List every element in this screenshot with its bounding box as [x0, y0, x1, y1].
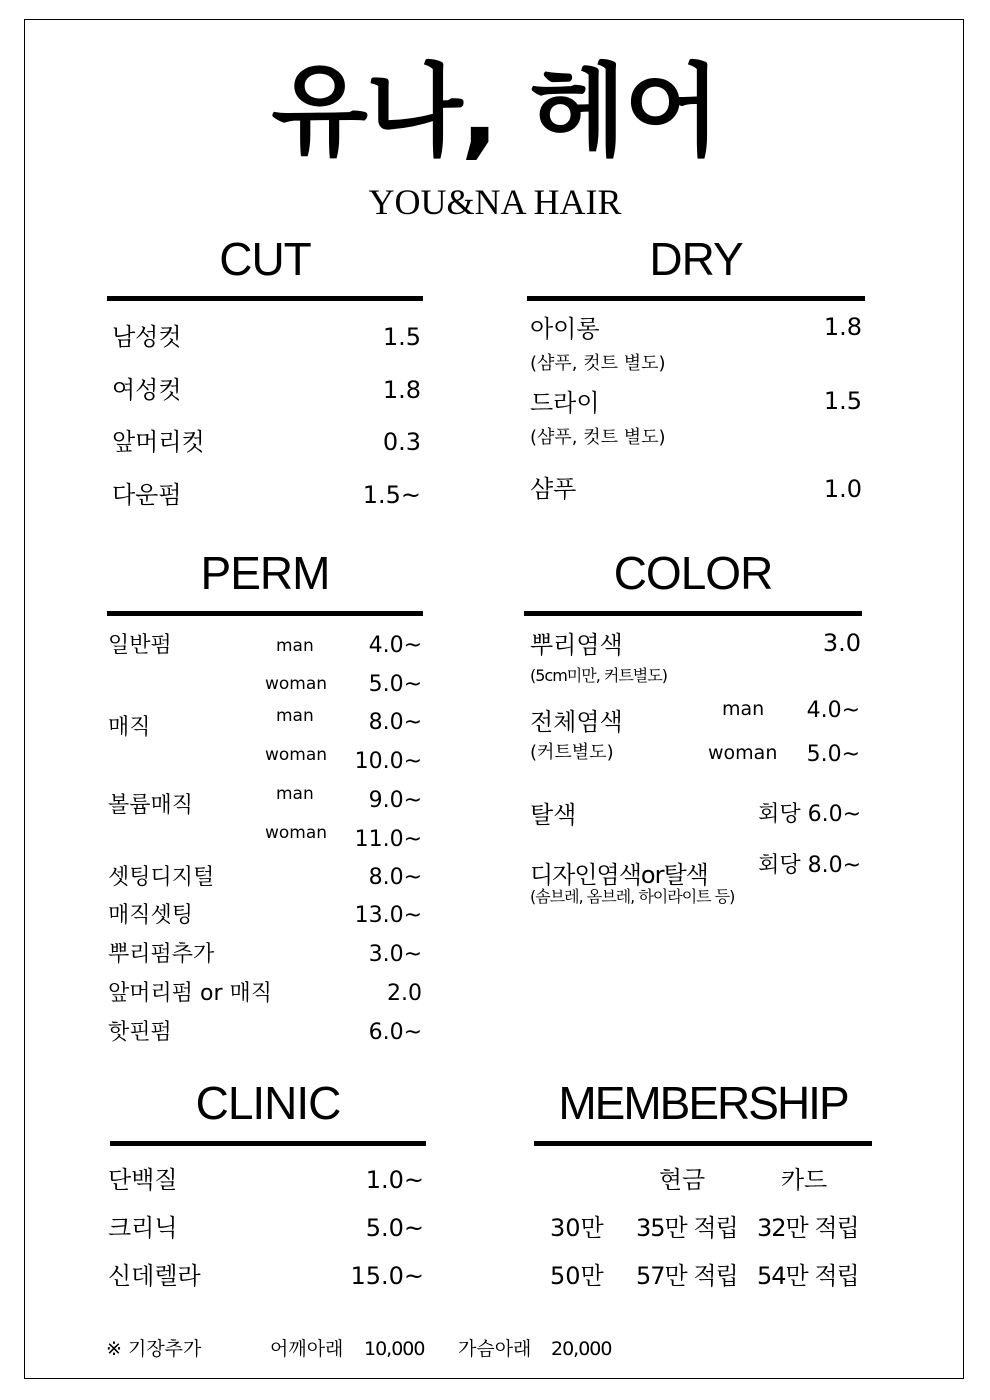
dry-item-name: 드라이: [530, 389, 600, 417]
membership-card-header: 카드: [780, 1166, 828, 1194]
dry-item-name: 샴푸: [530, 475, 577, 503]
perm-section-title: PERM: [200, 547, 330, 599]
perm-item-name: 매직: [108, 715, 151, 740]
membership-cash-value: 57만 적립: [636, 1262, 738, 1290]
perm-item-name: 볼륨매직: [108, 793, 194, 818]
footer-length-note: ※ 기장추가: [106, 1338, 202, 1360]
color-item-name: 뿌리염색: [530, 631, 623, 659]
perm-item-name: 핫핀펌: [108, 1020, 172, 1045]
footer-chest-price: 20,000: [551, 1338, 612, 1360]
perm-item-price: 8.0~: [368, 865, 422, 890]
cut-divider: [107, 296, 423, 301]
perm-woman-label: woman: [265, 745, 328, 765]
footer-shoulder-price: 10,000: [364, 1338, 425, 1360]
cut-section-title: CUT: [219, 233, 311, 285]
clinic-item-name: 단백질: [108, 1166, 178, 1194]
cut-item-price: 0.3: [382, 428, 421, 456]
dry-item-price: 1.8: [823, 313, 862, 341]
dry-item-name: 아이롱: [530, 315, 600, 343]
membership-cash-value: 35만 적립: [636, 1214, 738, 1242]
shop-subtitle: YOU&NA HAIR: [368, 182, 622, 222]
color-item-note: (5cm미만, 커트별도): [530, 666, 667, 685]
dry-item-price: 1.0: [823, 475, 862, 503]
cut-item-price: 1.5: [382, 323, 421, 351]
clinic-item-price: 1.0~: [365, 1166, 424, 1194]
perm-woman-label: woman: [265, 823, 328, 843]
cut-item-price: 1.8: [382, 376, 421, 404]
clinic-item-price: 5.0~: [365, 1214, 424, 1242]
perm-man-price: 8.0~: [368, 710, 422, 735]
clinic-section-title: CLINIC: [195, 1077, 341, 1129]
clinic-item-price: 15.0~: [350, 1262, 424, 1290]
membership-card-value: 54만 적립: [757, 1262, 859, 1290]
color-man-label: man: [722, 698, 765, 720]
color-item-price: 회당 8.0~: [758, 853, 861, 878]
clinic-divider: [110, 1141, 426, 1146]
perm-item-price: 3.0~: [368, 942, 422, 967]
color-item-price: 3.0: [822, 629, 861, 657]
color-item-name: 탈색: [530, 801, 577, 829]
clinic-item-name: 크리닉: [108, 1214, 178, 1242]
cut-item-name: 다운펌: [112, 481, 182, 509]
perm-man-price: 9.0~: [368, 788, 422, 813]
perm-woman-price: 5.0~: [368, 672, 422, 697]
perm-man-label: man: [276, 636, 314, 656]
cut-item-name: 여성컷: [112, 376, 182, 404]
perm-man-label: man: [276, 784, 314, 804]
dry-section-title: DRY: [649, 233, 743, 285]
cut-item-name: 앞머리컷: [112, 428, 205, 456]
perm-item-name: 일반펌: [108, 633, 172, 658]
color-divider: [524, 611, 862, 616]
cut-item-name: 남성컷: [112, 323, 182, 351]
membership-divider: [534, 1141, 872, 1146]
perm-divider: [107, 611, 423, 616]
perm-woman-label: woman: [265, 674, 328, 694]
cut-item-price: 1.5~: [362, 481, 421, 509]
perm-item-name: 앞머리펌 or 매직: [108, 981, 273, 1006]
membership-cash-header: 현금: [658, 1166, 706, 1194]
membership-amount: 30만: [550, 1214, 604, 1242]
color-item-note: (솜브레, 옴브레, 하이라이트 등): [530, 887, 735, 906]
perm-woman-price: 11.0~: [354, 827, 422, 852]
perm-item-price: 13.0~: [354, 903, 422, 928]
perm-man-label: man: [276, 706, 314, 726]
perm-item-price: 6.0~: [368, 1020, 422, 1045]
dry-item-price: 1.5: [823, 387, 862, 415]
dry-item-note: (샴푸, 컷트 별도): [530, 427, 666, 448]
clinic-item-name: 신데렐라: [108, 1262, 201, 1290]
color-man-price: 4.0~: [806, 698, 860, 723]
color-woman-price: 5.0~: [806, 742, 860, 767]
membership-section-title: MEMBERSHIP: [558, 1077, 848, 1129]
perm-item-name: 셋팅디지털: [108, 865, 215, 890]
perm-woman-price: 10.0~: [354, 749, 422, 774]
membership-amount: 50만: [550, 1262, 604, 1290]
color-item-price: 회당 6.0~: [758, 802, 861, 827]
perm-man-price: 4.0~: [368, 633, 422, 658]
dry-item-note: (샴푸, 컷트 별도): [530, 353, 666, 374]
footer-shoulder-label: 어깨아래: [270, 1338, 344, 1360]
color-item-name: 디자인염색or탈색: [530, 861, 708, 889]
perm-item-price: 2.0: [387, 981, 422, 1006]
dry-divider: [527, 296, 865, 301]
color-section-title: COLOR: [613, 547, 773, 599]
membership-card-value: 32만 적립: [757, 1214, 859, 1242]
color-woman-label: woman: [708, 742, 778, 764]
color-item-note: (커트별도): [530, 742, 614, 763]
color-item-name: 전체염색: [530, 708, 623, 736]
footer-chest-label: 가슴아래: [458, 1338, 532, 1360]
perm-item-name: 뿌리펌추가: [108, 942, 215, 967]
shop-title: 유나, 헤어: [271, 53, 719, 170]
perm-item-name: 매직셋팅: [108, 903, 194, 928]
